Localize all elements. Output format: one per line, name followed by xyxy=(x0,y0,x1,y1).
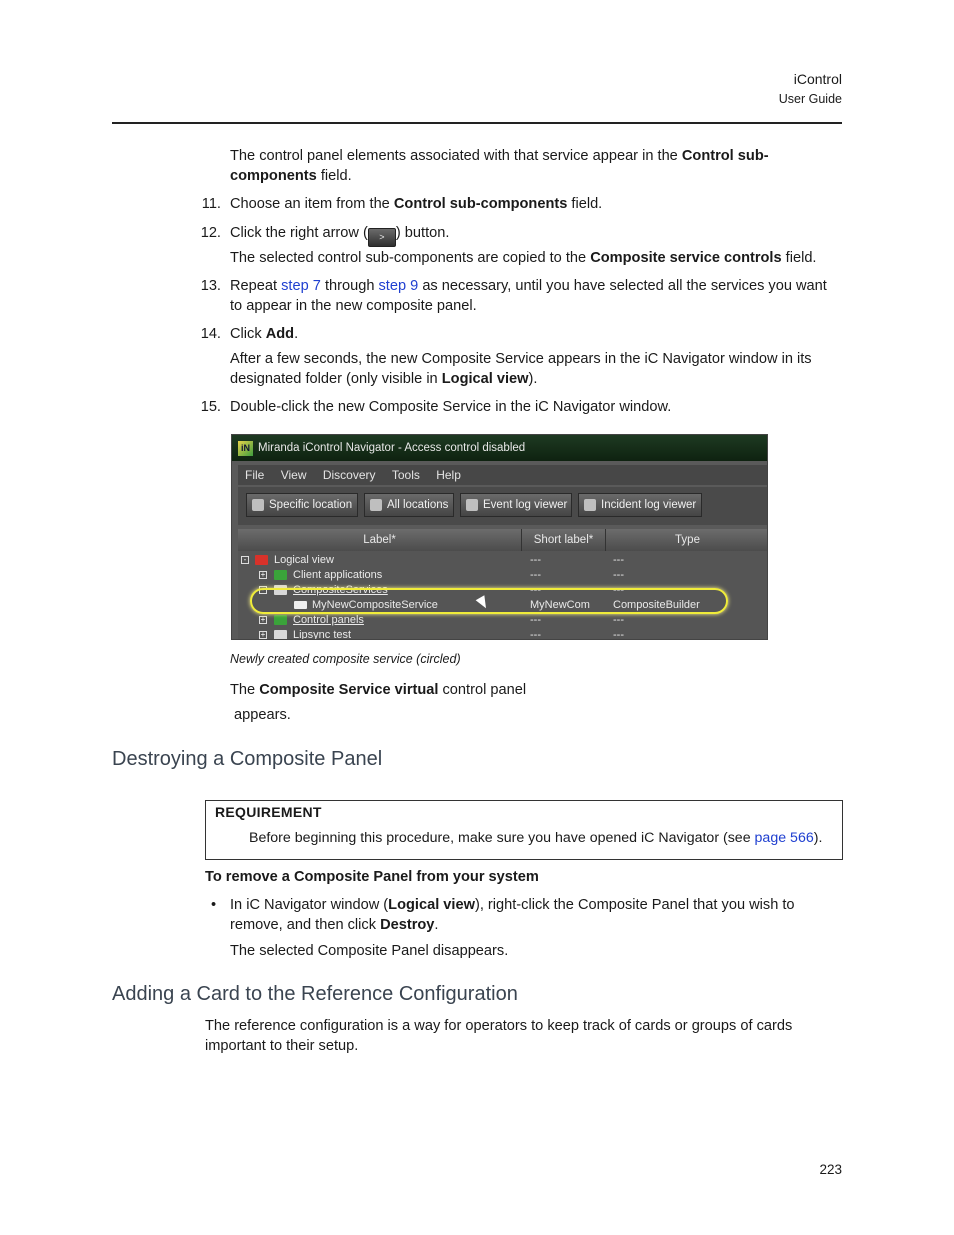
right-arrow-button-icon: > xyxy=(368,228,396,247)
body-text: important to their setup. xyxy=(205,1038,359,1054)
tree-row-lipsync-test[interactable] xyxy=(238,628,768,640)
body-text: Before beginning this procedure, make sure you have opened iC Navigator (see xyxy=(249,830,755,846)
section2-paragraph xyxy=(205,1016,841,1056)
step-number: 12. xyxy=(200,225,221,241)
step-13-text xyxy=(230,276,842,316)
figure-caption: Newly created composite service (circled) xyxy=(230,652,461,666)
step-7-link[interactable]: step 7 xyxy=(281,278,321,294)
step-9-link[interactable]: step 9 xyxy=(378,278,419,294)
navigator-title: Miranda iControl Navigator - Access control disabled xyxy=(258,442,526,454)
table-header xyxy=(238,529,768,551)
button-label: Event log viewer xyxy=(483,499,568,511)
step-bold: Composite service controls xyxy=(590,250,782,266)
log-icon xyxy=(466,499,478,511)
body-text: ), right-click the Composite Panel that you wish to xyxy=(474,897,795,913)
specific-location-button[interactable] xyxy=(246,493,358,517)
navigator-screenshot xyxy=(231,434,768,640)
menu-discovery[interactable]: Discovery xyxy=(322,468,376,482)
row-type: --- xyxy=(613,614,624,626)
step-number: 11. xyxy=(201,196,221,212)
procedure-step xyxy=(230,895,842,935)
column-short-label[interactable]: Short label* xyxy=(522,529,606,551)
step-number: 14. xyxy=(200,326,221,342)
row-label: CompositeServices xyxy=(293,584,388,596)
body-text: The xyxy=(230,682,260,698)
after-screenshot-text-line2: appears. xyxy=(234,707,291,723)
step-text: The selected control sub-components are copied to the xyxy=(230,250,591,266)
row-short-label: --- xyxy=(530,614,541,626)
incident-log-viewer-button[interactable] xyxy=(578,493,702,517)
row-type: --- xyxy=(613,554,624,566)
step-text: designated folder (only visible in xyxy=(230,371,442,387)
requirement-text xyxy=(249,828,822,848)
header-doc-title: User Guide xyxy=(778,92,842,106)
bullet: • xyxy=(211,897,217,913)
menu-help[interactable]: Help xyxy=(436,468,461,482)
row-short-label: --- xyxy=(530,584,541,596)
tree-row-control-panels[interactable] xyxy=(238,613,768,628)
miranda-logo-icon: iN xyxy=(238,441,253,456)
row-label: Lipsync test xyxy=(293,629,352,640)
tree-row-client-applications[interactable] xyxy=(238,568,768,583)
body-text: control panel xyxy=(438,682,527,698)
step-text: to appear in the new composite panel. xyxy=(230,298,477,314)
step-number: 15. xyxy=(200,399,221,415)
row-short-label: --- xyxy=(530,629,541,640)
step-text: After a few seconds, the new Composite Service appears in the iC Navigator window in its xyxy=(230,351,812,367)
step-15-text: Double-click the new Composite Service in the iC Navigator window. xyxy=(230,399,672,415)
step-14-text xyxy=(230,324,298,344)
step-number: 13. xyxy=(200,278,221,294)
body-text: The reference configuration is a way for operators to keep track of cards or groups of cards xyxy=(205,1018,793,1034)
log-icon xyxy=(584,499,596,511)
expand-icon[interactable]: + xyxy=(260,570,266,579)
step-14-result xyxy=(230,349,842,389)
button-label: Specific location xyxy=(269,499,353,511)
event-log-viewer-button[interactable] xyxy=(460,493,572,517)
header-product: iControl xyxy=(793,71,842,87)
navigator-tree-table xyxy=(238,529,768,640)
column-label[interactable]: Label* xyxy=(238,529,522,551)
step-text: Click the right arrow ( xyxy=(230,225,368,241)
step-text: ). xyxy=(528,371,538,387)
body-bold: Logical view xyxy=(388,897,475,913)
all-locations-button[interactable] xyxy=(364,493,454,517)
menu-file[interactable]: File xyxy=(245,468,265,482)
step-text: ) button. xyxy=(395,225,450,241)
highlight-circle xyxy=(250,588,728,614)
step-bold: Control sub-components xyxy=(393,196,568,212)
step-text: field. xyxy=(781,250,817,266)
collapse-icon[interactable]: - xyxy=(241,556,249,564)
row-type: --- xyxy=(613,629,624,640)
button-label: Incident log viewer xyxy=(601,499,697,511)
folder-icon xyxy=(274,570,287,580)
navigator-menu-bar xyxy=(238,465,768,485)
step-text: . xyxy=(294,326,299,342)
requirement-label: REQUIREMENT xyxy=(215,804,322,820)
step-text: Choose an item from the xyxy=(230,196,394,212)
row-short-label: MyNewCom xyxy=(530,599,590,611)
collapse-icon[interactable]: - xyxy=(259,586,267,594)
body-text: . xyxy=(434,917,439,933)
expand-icon[interactable]: + xyxy=(260,615,266,624)
header-rule xyxy=(112,122,842,124)
body-bold: Composite Service virtual xyxy=(259,682,439,698)
navigator-title-bar xyxy=(232,435,767,461)
row-type: CompositeBuilder xyxy=(613,599,700,611)
button-label: All locations xyxy=(387,499,449,511)
row-short-label: --- xyxy=(530,554,541,566)
expand-icon[interactable]: + xyxy=(260,630,266,639)
intro-paragraph xyxy=(230,146,842,186)
row-short-label: --- xyxy=(530,569,541,581)
menu-tools[interactable]: Tools xyxy=(391,468,420,482)
step-bold: Logical view xyxy=(441,371,529,387)
row-label: MyNewCompositeService xyxy=(312,599,438,611)
row-type: --- xyxy=(613,584,624,596)
intro-post: field. xyxy=(316,168,352,184)
intro-text: The control panel elements associated with that service appear in the xyxy=(230,148,682,164)
step-11-text xyxy=(230,194,602,214)
globe-icon xyxy=(370,499,382,511)
step-12-text xyxy=(230,223,449,247)
tree-row-logical-view[interactable] xyxy=(238,553,768,568)
procedure-result: The selected Composite Panel disappears. xyxy=(230,943,509,959)
folder-icon xyxy=(274,615,287,625)
step-text: as necessary, until you have selected all the services you want xyxy=(418,278,827,294)
column-type[interactable]: Type xyxy=(675,534,700,546)
step-text: field. xyxy=(567,196,603,212)
row-type: --- xyxy=(613,569,624,581)
section-heading-adding-card: Adding a Card to the Reference Configuration xyxy=(112,983,518,1005)
page-566-link[interactable]: page 566 xyxy=(754,830,814,846)
intro-bold: Control sub-components xyxy=(230,148,769,184)
step-text: Click xyxy=(230,326,266,342)
folder-icon xyxy=(274,630,287,640)
body-text: ). xyxy=(813,830,823,846)
folder-open-icon xyxy=(255,555,268,565)
body-text: remove, and then click xyxy=(230,917,381,933)
body-bold: Destroy xyxy=(380,917,435,933)
location-icon xyxy=(252,499,264,511)
step-text: through xyxy=(320,278,379,294)
page-number: 223 xyxy=(819,1162,842,1177)
row-label: Logical view xyxy=(274,554,334,566)
menu-view[interactable]: View xyxy=(280,468,307,482)
row-label: Control panels xyxy=(293,614,364,626)
step-bold: Add xyxy=(265,326,295,342)
body-text: In iC Navigator window ( xyxy=(230,897,389,913)
procedure-title: To remove a Composite Panel from your system xyxy=(205,869,539,885)
after-screenshot-text xyxy=(230,680,526,700)
step-text: Repeat xyxy=(230,278,282,294)
step-12-result xyxy=(230,248,817,268)
section-heading-destroying: Destroying a Composite Panel xyxy=(112,748,383,770)
navigator-toolbar xyxy=(238,487,768,525)
row-label: Client applications xyxy=(293,569,383,581)
